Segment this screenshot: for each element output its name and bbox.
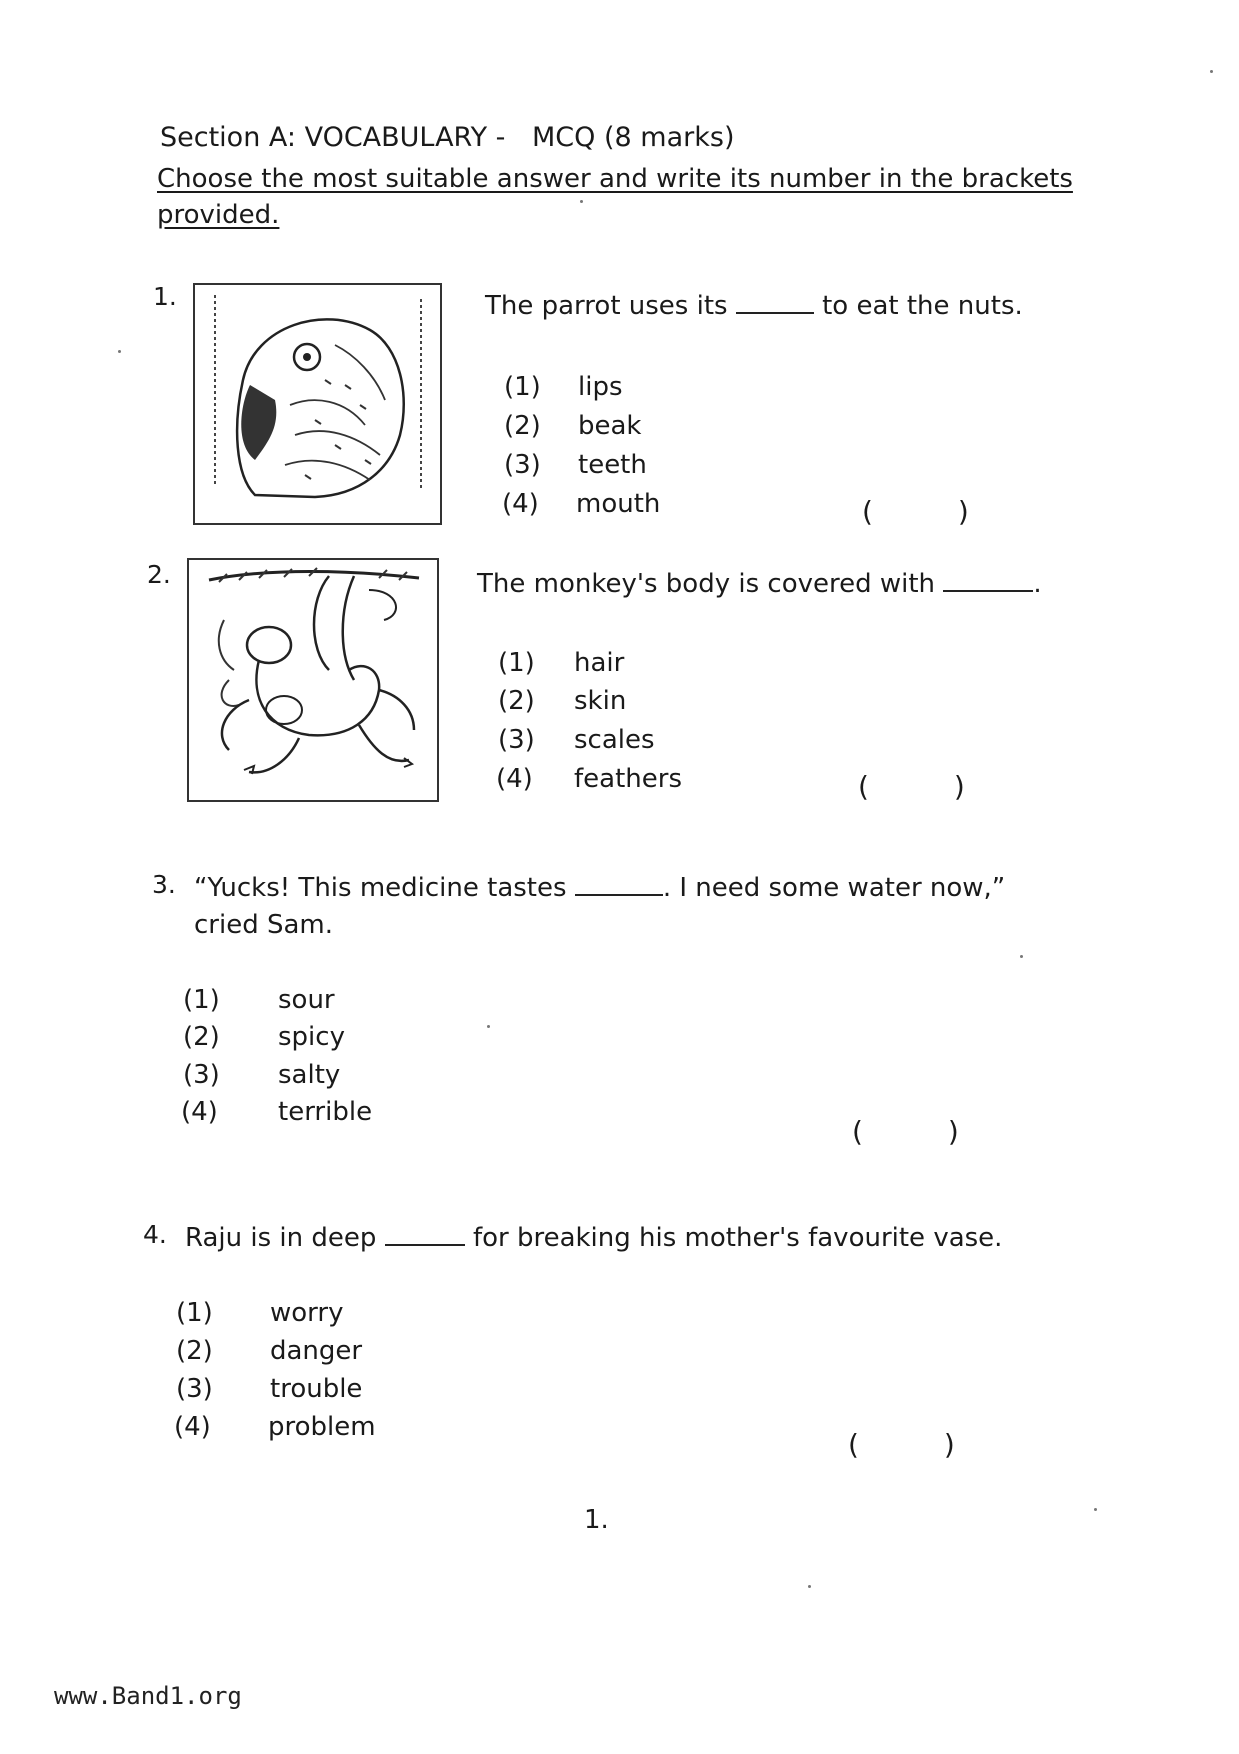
q1-option-1-text: lips — [578, 372, 623, 402]
question-3-stem — [194, 872, 1005, 903]
q4-option-1-number: (1) — [176, 1298, 213, 1328]
q2-option-3-text: scales — [574, 725, 655, 755]
q3-option-3-number: (3) — [183, 1060, 220, 1090]
question-3-stem-line-2: cried Sam. — [194, 910, 334, 940]
question-1-stem — [485, 290, 1023, 321]
question-4-number: 4. — [143, 1220, 167, 1249]
q1-option-2-number: (2) — [504, 411, 541, 441]
page-number: 1. — [584, 1505, 609, 1535]
question-4-stem — [185, 1222, 1002, 1253]
q2-option-4-text: feathers — [574, 764, 682, 794]
section-title — [160, 122, 734, 153]
q3-option-3-text: salty — [278, 1060, 341, 1090]
section-title-text: Section A: VOCABULARY - — [160, 122, 506, 153]
q3-option-2-number: (2) — [183, 1022, 220, 1052]
question-2-answer-bracket[interactable]: ( ) — [858, 770, 1003, 803]
monkey-picture — [187, 558, 439, 802]
footer-url[interactable]: www.Band1.org — [54, 1682, 242, 1710]
question-4-stem-before: Raju is in deep — [185, 1223, 377, 1253]
q4-option-4-text: problem — [268, 1412, 376, 1442]
question-4-blank — [385, 1222, 465, 1246]
question-4-answer-bracket[interactable]: ( ) — [848, 1428, 993, 1461]
q2-option-1-number: (1) — [498, 648, 535, 678]
q4-option-3-text: trouble — [270, 1374, 363, 1404]
parrot-picture — [193, 283, 442, 525]
q2-option-2-text: skin — [574, 686, 627, 716]
scan-speck — [1094, 1508, 1097, 1511]
instruction-line-1: Choose the most suitable answer and write its number in the brackets — [157, 164, 1073, 194]
scan-speck — [808, 1585, 811, 1588]
question-1-stem-before: The parrot uses its — [485, 291, 728, 321]
question-1-answer-bracket[interactable]: ( ) — [862, 495, 1007, 528]
question-2-stem — [477, 568, 1042, 599]
q3-option-4-number: (4) — [181, 1097, 218, 1127]
question-1-number: 1. — [153, 282, 177, 311]
q3-option-1-text: sour — [278, 985, 335, 1015]
parrot-illustration — [195, 285, 440, 523]
question-2-blank — [943, 568, 1033, 592]
question-3-answer-bracket[interactable]: ( ) — [852, 1115, 997, 1148]
question-2-stem-after: . — [1033, 569, 1042, 599]
q4-option-2-text: danger — [270, 1336, 363, 1366]
question-3-number: 3. — [152, 870, 176, 899]
q2-option-1-text: hair — [574, 648, 625, 678]
scan-speck — [1020, 955, 1023, 958]
q2-option-2-number: (2) — [498, 686, 535, 716]
scan-speck — [580, 200, 583, 203]
question-3-stem-after: . I need some water now,” — [662, 873, 1006, 903]
question-3-blank — [575, 872, 663, 896]
scan-speck — [118, 350, 121, 353]
q1-option-1-number: (1) — [504, 372, 541, 402]
scan-speck — [487, 1025, 490, 1028]
question-1-stem-after: to eat the nuts. — [822, 291, 1023, 321]
section-marks: MCQ (8 marks) — [532, 122, 735, 153]
scan-speck — [1210, 70, 1213, 73]
question-2-stem-before: The monkey's body is covered with — [477, 569, 936, 599]
q1-option-4-text: mouth — [576, 489, 661, 519]
instruction-line-2: provided. — [157, 200, 280, 230]
q2-option-3-number: (3) — [498, 725, 535, 755]
q1-option-3-text: teeth — [578, 450, 647, 480]
q4-option-3-number: (3) — [176, 1374, 213, 1404]
q4-option-2-number: (2) — [176, 1336, 213, 1366]
question-3-stem-before: “Yucks! This medicine tastes — [194, 873, 567, 903]
q1-option-2-text: beak — [578, 411, 642, 441]
q1-option-4-number: (4) — [502, 489, 539, 519]
q3-option-4-text: terrible — [278, 1097, 373, 1127]
q2-option-4-number: (4) — [496, 764, 533, 794]
q1-option-3-number: (3) — [504, 450, 541, 480]
q3-option-1-number: (1) — [183, 985, 220, 1015]
q4-option-1-text: worry — [270, 1298, 344, 1328]
monkey-illustration — [189, 560, 437, 800]
question-1-blank — [736, 290, 814, 314]
question-2-number: 2. — [147, 560, 171, 589]
q3-option-2-text: spicy — [278, 1022, 345, 1052]
q4-option-4-number: (4) — [174, 1412, 211, 1442]
question-4-stem-after: for breaking his mother's favourite vase. — [472, 1223, 1003, 1253]
